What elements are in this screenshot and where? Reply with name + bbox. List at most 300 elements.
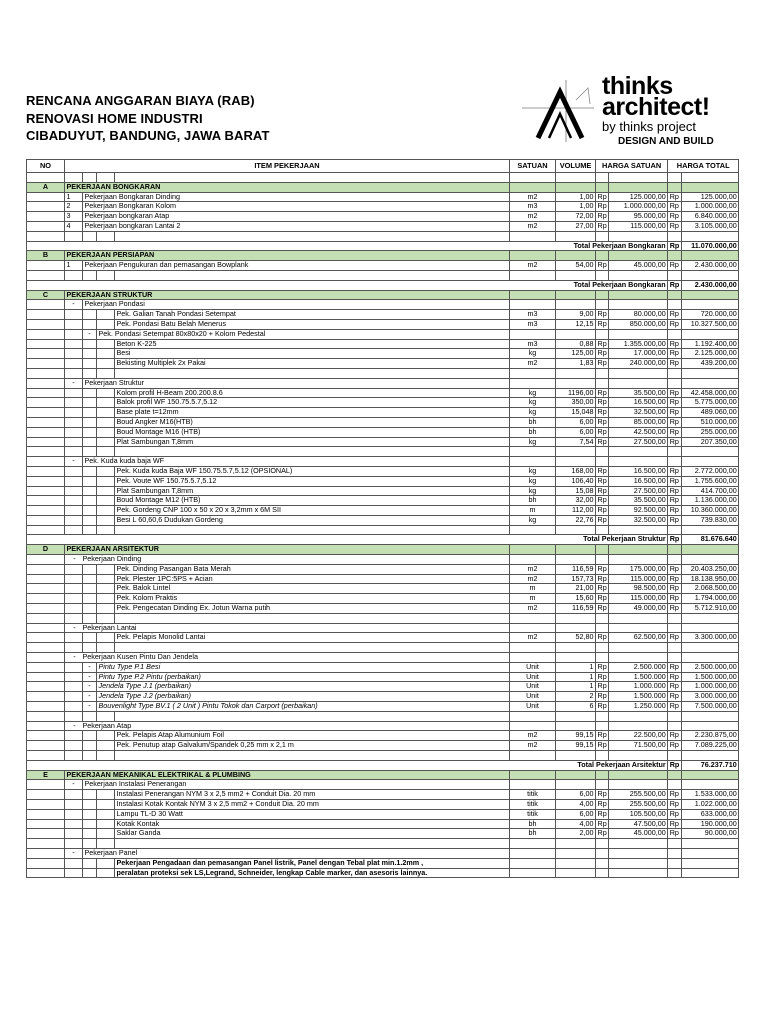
- unit-price-cell: 42.500,00: [609, 427, 668, 437]
- unit-cell: m2: [510, 633, 556, 643]
- volume-cell: 6,00: [556, 809, 596, 819]
- empty-cell: [609, 858, 668, 868]
- detail-row: [27, 662, 739, 672]
- currency-cell: Rp: [597, 427, 607, 436]
- empty-cell: [510, 525, 556, 535]
- empty-cell: [556, 751, 596, 761]
- empty-cell: [83, 525, 97, 535]
- empty-cell: [27, 359, 65, 369]
- unit-cell: Unit: [510, 672, 556, 682]
- empty-cell: [27, 633, 65, 643]
- empty-cell: [65, 829, 83, 839]
- unit-price-cell: 175.000,00: [609, 564, 668, 574]
- currency-cell: Rp: [668, 584, 682, 594]
- logo-mark-icon: [520, 78, 600, 144]
- detail-row: [27, 515, 739, 525]
- unit-price-cell: 115.000,00: [609, 221, 668, 231]
- volume-cell: 99,15: [556, 731, 596, 741]
- empty-cell: [65, 486, 83, 496]
- empty-cell: [115, 839, 510, 849]
- detail-description: peralatan proteksi sek LS,Legrand, Schneider, lengkap Cable marker, dan asesoris lainnya.: [115, 868, 510, 878]
- empty-cell: [83, 427, 97, 437]
- item-row: [27, 261, 739, 271]
- empty-cell: [668, 623, 682, 633]
- empty-cell: [510, 711, 556, 721]
- empty-cell: [65, 692, 83, 702]
- empty-cell: [682, 653, 739, 663]
- empty-cell: [97, 339, 115, 349]
- empty-cell: [97, 231, 115, 241]
- empty-cell: [609, 613, 668, 623]
- empty-cell: [556, 368, 596, 378]
- unit-price-cell: 22.500,00: [609, 731, 668, 741]
- currency-cell: Rp: [668, 261, 682, 271]
- empty-cell: [27, 427, 65, 437]
- subsection-row: [27, 457, 739, 467]
- unit-cell: kg: [510, 437, 556, 447]
- unit-price-cell: 27.500,00: [609, 486, 668, 496]
- total-label: Total Pekerjaan Struktur: [27, 535, 668, 545]
- volume-cell: 157,73: [556, 574, 596, 584]
- empty-cell: [65, 388, 83, 398]
- unit-price-cell: 16.500,00: [609, 476, 668, 486]
- empty-cell: [65, 839, 83, 849]
- currency-cell: Rp: [597, 476, 607, 485]
- detail-row: [27, 466, 739, 476]
- empty-cell: [556, 378, 596, 388]
- empty-cell: [510, 613, 556, 623]
- section-row: [27, 290, 739, 300]
- detail-description: Lampu TL-D 30 Watt: [115, 809, 510, 819]
- empty-cell: [668, 329, 682, 339]
- empty-cell: [97, 388, 115, 398]
- empty-cell: [668, 770, 682, 780]
- section-number: A: [27, 182, 65, 192]
- empty-cell: [115, 447, 510, 457]
- blank-row: [27, 711, 739, 721]
- empty-cell: [27, 574, 65, 584]
- empty-cell: [668, 613, 682, 623]
- project-name: RENOVASI HOME INDUSTRI: [26, 110, 203, 126]
- detail-row: [27, 868, 739, 878]
- detail-row: [27, 496, 739, 506]
- empty-cell: [668, 721, 682, 731]
- empty-cell: [27, 623, 65, 633]
- unit-price-cell: 49.000,00: [609, 604, 668, 614]
- empty-cell: [609, 839, 668, 849]
- unit-cell: m2: [510, 741, 556, 751]
- empty-cell: [97, 613, 115, 623]
- detail-description: Instalasi Kotak Kontak NYM 3 x 2,5 mm2 + Conduit Dia. 20 mm: [115, 800, 510, 810]
- empty-cell: [65, 398, 83, 408]
- currency-cell: Rp: [668, 417, 682, 427]
- empty-cell: [596, 770, 609, 780]
- total-price-cell: 739.830,00: [682, 515, 739, 525]
- section-number: D: [27, 545, 65, 555]
- empty-cell: [556, 711, 596, 721]
- empty-cell: [682, 447, 739, 457]
- currency-cell: Rp: [668, 319, 682, 329]
- unit-price-cell: 240.000,00: [609, 359, 668, 369]
- empty-cell: [596, 780, 609, 790]
- empty-cell: [609, 623, 668, 633]
- empty-cell: [27, 261, 65, 271]
- subsection-row: [27, 555, 739, 565]
- detail-row: [27, 388, 739, 398]
- empty-cell: [27, 613, 65, 623]
- empty-cell: [83, 574, 97, 584]
- volume-cell: 6,00: [556, 790, 596, 800]
- total-price-cell: 6.840.000,00: [682, 212, 739, 222]
- empty-cell: [27, 662, 65, 672]
- empty-cell: [596, 231, 609, 241]
- empty-cell: [27, 555, 65, 565]
- currency-cell: Rp: [597, 632, 607, 642]
- empty-cell: [83, 368, 97, 378]
- empty-cell: [65, 711, 83, 721]
- empty-cell: [668, 457, 682, 467]
- empty-cell: [65, 662, 83, 672]
- empty-cell: [609, 525, 668, 535]
- subsection-row: [27, 300, 739, 310]
- empty-cell: [609, 868, 668, 878]
- project-location: CIBADUYUT, BANDUNG, JAWA BARAT: [26, 128, 270, 143]
- empty-cell: [556, 251, 596, 261]
- empty-cell: [83, 839, 97, 849]
- empty-cell: [510, 653, 556, 663]
- currency-cell: Rp: [597, 437, 607, 446]
- detail-row: [27, 486, 739, 496]
- empty-cell: [65, 731, 83, 741]
- table-header-row: [27, 160, 739, 173]
- empty-cell: [83, 809, 97, 819]
- unit-price-cell: 17.000,00: [609, 349, 668, 359]
- total-price-cell: 1.000.000,00: [682, 202, 739, 212]
- total-price-cell: 190.000,00: [682, 819, 739, 829]
- unit-cell: Unit: [510, 682, 556, 692]
- empty-cell: [97, 858, 115, 868]
- section-title: PEKERJAAN PERSIAPAN: [65, 251, 510, 261]
- currency-cell: Rp: [668, 760, 682, 770]
- empty-cell: [596, 545, 609, 555]
- volume-cell: 27,00: [556, 221, 596, 231]
- empty-cell: [596, 457, 609, 467]
- empty-cell: [27, 466, 65, 476]
- empty-cell: [27, 506, 65, 516]
- empty-cell: [97, 349, 115, 359]
- empty-cell: [83, 790, 97, 800]
- blank-row: [27, 613, 739, 623]
- empty-cell: [83, 604, 97, 614]
- unit-price-cell: 1.250.000: [609, 702, 668, 712]
- empty-cell: [682, 457, 739, 467]
- currency-cell: Rp: [668, 388, 682, 398]
- empty-cell: [115, 173, 510, 183]
- currency-cell: Rp: [597, 564, 607, 573]
- item-number: 4: [65, 221, 83, 231]
- currency-cell: Rp: [668, 672, 682, 682]
- total-price-cell: 10.360.000,00: [682, 506, 739, 516]
- unit-price-cell: 1.500.000: [609, 692, 668, 702]
- detail-description: Pek. Galian Tanah Pondasi Setempat: [115, 310, 510, 320]
- empty-cell: [609, 643, 668, 653]
- currency-cell: Rp: [597, 417, 607, 426]
- total-price-cell: 42.458.000,00: [682, 388, 739, 398]
- unit-cell: m3: [510, 339, 556, 349]
- subsection-label: Pekerjaan Lantai: [82, 623, 137, 632]
- detail-row: [27, 339, 739, 349]
- empty-cell: [83, 486, 97, 496]
- empty-cell: [83, 643, 97, 653]
- unit-cell: kg: [510, 476, 556, 486]
- empty-cell: [65, 819, 83, 829]
- empty-cell: [27, 643, 65, 653]
- empty-cell: [556, 300, 596, 310]
- empty-cell: [97, 506, 115, 516]
- detail-description: Base plate t=12mm: [115, 408, 510, 418]
- unit-cell: m2: [510, 604, 556, 614]
- subsection-title: Pek. Kuda kuda baja WF: [83, 457, 510, 467]
- empty-cell: [609, 329, 668, 339]
- unit-cell: m2: [510, 731, 556, 741]
- empty-cell: [115, 231, 510, 241]
- empty-cell: [65, 339, 83, 349]
- subsection-title: Pekerjaan Struktur: [83, 378, 510, 388]
- detail-row: [27, 476, 739, 486]
- empty-cell: [97, 584, 115, 594]
- subsection-dash: -: [73, 554, 76, 564]
- subsection-dash: -: [65, 378, 83, 388]
- empty-cell: [97, 310, 115, 320]
- section-title: PEKERJAAN MEKANIKAL ELEKTRIKAL & PLUMBING: [65, 770, 510, 780]
- empty-cell: [27, 173, 65, 183]
- total-value: 81.676.640: [682, 535, 739, 545]
- empty-cell: [510, 839, 556, 849]
- currency-cell: Rp: [668, 427, 682, 437]
- empty-cell: [115, 643, 510, 653]
- empty-cell: [97, 427, 115, 437]
- total-price-cell: 720.000,00: [682, 310, 739, 320]
- empty-cell: [65, 349, 83, 359]
- currency-cell: Rp: [597, 388, 607, 397]
- empty-cell: [510, 457, 556, 467]
- empty-cell: [27, 221, 65, 231]
- volume-cell: 125,00: [556, 349, 596, 359]
- unit-price-cell: 2.500.000: [609, 662, 668, 672]
- total-price-cell: 2.230.875,00: [682, 731, 739, 741]
- unit-cell: m: [510, 584, 556, 594]
- empty-cell: [27, 437, 65, 447]
- empty-cell: [27, 682, 65, 692]
- empty-cell: [682, 721, 739, 731]
- detail-row: [27, 574, 739, 584]
- currency-cell: Rp: [668, 466, 682, 476]
- currency-cell: Rp: [668, 221, 682, 231]
- empty-cell: [682, 290, 739, 300]
- empty-cell: [682, 368, 739, 378]
- empty-cell: [27, 496, 65, 506]
- empty-cell: [83, 800, 97, 810]
- empty-cell: [97, 417, 115, 427]
- empty-cell: [682, 378, 739, 388]
- currency-cell: Rp: [597, 681, 607, 691]
- empty-cell: [27, 848, 65, 858]
- blank-row: [27, 173, 739, 183]
- empty-cell: [510, 378, 556, 388]
- empty-cell: [668, 653, 682, 663]
- empty-cell: [609, 457, 668, 467]
- volume-cell: 6: [556, 702, 596, 712]
- empty-cell: [27, 447, 65, 457]
- currency-cell: Rp: [597, 740, 607, 750]
- unit-price-cell: 95.000,00: [609, 212, 668, 222]
- empty-cell: [27, 525, 65, 535]
- empty-cell: [97, 564, 115, 574]
- empty-cell: [115, 613, 510, 623]
- total-price-cell: 1.000.000,00: [682, 682, 739, 692]
- empty-cell: [65, 359, 83, 369]
- unit-cell: m3: [510, 202, 556, 212]
- subsection-label: Pekerjaan Atap: [82, 721, 132, 730]
- empty-cell: [83, 515, 97, 525]
- empty-cell: [682, 525, 739, 535]
- currency-cell: Rp: [597, 486, 607, 495]
- currency-cell: Rp: [597, 789, 607, 799]
- currency-cell: Rp: [668, 515, 682, 525]
- empty-cell: [596, 525, 609, 535]
- empty-cell: [97, 741, 115, 751]
- currency-cell: Rp: [668, 594, 682, 604]
- subsection-title: Pek. Pondasi Setempat 80x80x20 + Kolom Pedestal: [97, 329, 510, 339]
- empty-cell: [682, 231, 739, 241]
- currency-cell: Rp: [597, 819, 607, 828]
- empty-cell: [27, 417, 65, 427]
- empty-cell: [556, 270, 596, 280]
- empty-cell: [27, 653, 65, 663]
- currency-cell: Rp: [597, 358, 607, 368]
- empty-cell: [83, 339, 97, 349]
- empty-cell: [609, 231, 668, 241]
- unit-cell: m3: [510, 310, 556, 320]
- empty-cell: [27, 584, 65, 594]
- empty-cell: [27, 564, 65, 574]
- empty-cell: [83, 584, 97, 594]
- empty-cell: [65, 574, 83, 584]
- unit-cell: bh: [510, 829, 556, 839]
- empty-cell: [97, 515, 115, 525]
- detail-description: Pek. Pondasi Batu Belah Menerus: [115, 319, 510, 329]
- volume-cell: 1: [556, 672, 596, 682]
- empty-cell: [27, 339, 65, 349]
- unit-cell: kg: [510, 398, 556, 408]
- empty-cell: [115, 751, 510, 761]
- empty-cell: [83, 417, 97, 427]
- total-price-cell: 2.430.000,00: [682, 261, 739, 271]
- unit-price-cell: 125.000,00: [609, 192, 668, 202]
- currency-cell: Rp: [668, 809, 682, 819]
- total-price-cell: 1.794.000,00: [682, 594, 739, 604]
- empty-cell: [27, 486, 65, 496]
- detail-row: [27, 584, 739, 594]
- currency-cell: Rp: [668, 349, 682, 359]
- empty-cell: [556, 447, 596, 457]
- empty-cell: [83, 613, 97, 623]
- empty-cell: [556, 329, 596, 339]
- currency-cell: Rp: [597, 201, 607, 211]
- detail-description: Kotak Kontak: [115, 819, 510, 829]
- empty-cell: [83, 476, 97, 486]
- total-price-cell: 5.712.910,00: [682, 604, 739, 614]
- empty-cell: [596, 300, 609, 310]
- detail-row: [27, 437, 739, 447]
- empty-cell: [556, 653, 596, 663]
- currency-cell: Rp: [597, 495, 607, 505]
- empty-cell: [97, 633, 115, 643]
- empty-cell: [83, 633, 97, 643]
- empty-cell: [609, 555, 668, 565]
- detail-description: Kolom profil H-Beam 200.200.8.6: [115, 388, 510, 398]
- unit-price-cell: 85.000,00: [609, 417, 668, 427]
- subsection-dash: -: [65, 848, 83, 858]
- volume-cell: 2,00: [556, 829, 596, 839]
- detail-description: Pintu Type P.2 Pintu (perbaikan): [97, 672, 510, 682]
- empty-cell: [27, 858, 65, 868]
- unit-cell: m: [510, 506, 556, 516]
- volume-cell: 0,88: [556, 339, 596, 349]
- currency-cell: Rp: [668, 437, 682, 447]
- volume-cell: 21,00: [556, 584, 596, 594]
- empty-cell: [65, 329, 83, 339]
- empty-cell: [65, 868, 83, 878]
- detail-description: Plat Sambungan T,8mm: [115, 486, 510, 496]
- total-price-cell: 20.403.250,00: [682, 564, 739, 574]
- total-price-cell: 10.327.500,00: [682, 319, 739, 329]
- empty-cell: [556, 545, 596, 555]
- detail-row: [27, 310, 739, 320]
- detail-description: Jendela Type J.2 (perbaikan): [97, 692, 510, 702]
- subsection-row: [27, 623, 739, 633]
- empty-cell: [510, 173, 556, 183]
- empty-cell: [609, 447, 668, 457]
- empty-cell: [682, 643, 739, 653]
- subsection-dash: -: [73, 652, 76, 662]
- empty-cell: [97, 829, 115, 839]
- empty-cell: [596, 613, 609, 623]
- unit-price-cell: 47.500,00: [609, 819, 668, 829]
- subsection-dash: -: [65, 780, 83, 790]
- empty-cell: [556, 457, 596, 467]
- empty-cell: [609, 290, 668, 300]
- currency-cell: Rp: [597, 691, 607, 701]
- empty-cell: [65, 173, 83, 183]
- currency-cell: Rp: [668, 202, 682, 212]
- empty-cell: [556, 290, 596, 300]
- empty-cell: [609, 300, 668, 310]
- total-label: Total Pekerjaan Arsitektur: [27, 760, 668, 770]
- empty-cell: [510, 848, 556, 858]
- company-logo: [520, 74, 750, 154]
- empty-cell: [682, 868, 739, 878]
- volume-cell: 7,54: [556, 437, 596, 447]
- currency-cell: Rp: [597, 309, 607, 319]
- item-description: Pekerjaan bongkaran Lantai 2: [83, 221, 510, 231]
- unit-cell: m2: [510, 192, 556, 202]
- empty-cell: [668, 231, 682, 241]
- volume-cell: 15,08: [556, 486, 596, 496]
- empty-cell: [27, 819, 65, 829]
- empty-cell: [65, 319, 83, 329]
- total-price-cell: 255.000,00: [682, 427, 739, 437]
